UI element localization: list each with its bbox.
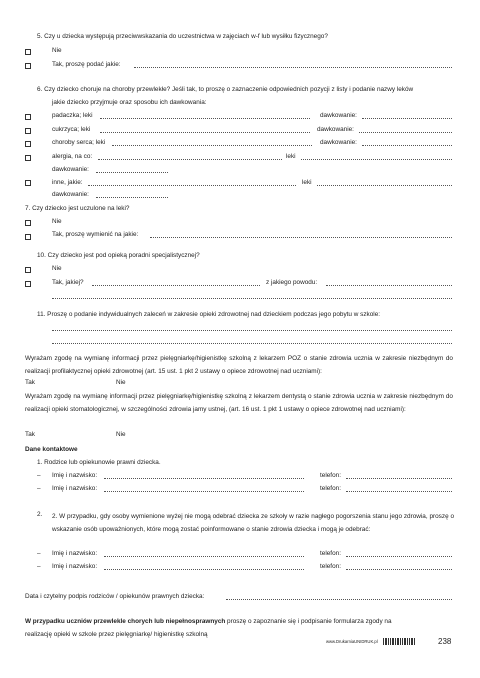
q10-reason-label: z jakiego powodu: [266,279,318,286]
dash-icon: – [37,472,41,479]
q10-no-checkbox[interactable] [25,267,31,273]
auth2-phone-label: telefon: [320,563,341,570]
footer-note-line2: realizację opieki w szkole przez pielęgniarkę/ higienistkę szkolną [25,631,208,638]
q6-epilepsy-checkbox[interactable] [25,114,31,120]
q6-diabetes-checkbox[interactable] [25,128,31,134]
q10-yes-checkbox[interactable] [25,281,31,287]
parent2-phone-line[interactable] [346,491,452,492]
q6-heart-checkbox[interactable] [25,141,31,147]
q10-clinic-line[interactable] [92,285,260,286]
consent-poz-no[interactable]: Nie [116,379,126,386]
q10-no-label: Nie [52,265,62,272]
parent1-name-line[interactable] [104,478,304,479]
parent2-name-line[interactable] [104,491,304,492]
q6-diabetes-label: cukrzyca; leki [52,126,91,133]
q5-yes-checkbox[interactable] [25,63,31,69]
q6-allergy-checkbox[interactable] [25,155,31,161]
q6-diabetes-dose-line[interactable] [359,132,452,133]
q6-epilepsy-meds-line[interactable] [100,118,310,119]
q5-yes-label: Tak, proszę podać jakie: [52,61,121,68]
q11-text: 11. Proszę o podanie indywidualnych zaleceń w zakresie opieki zdrowotnej nad dzieckiem podczas jego pobytu w szkole: [37,311,381,318]
footer-form-number: 238 [438,637,452,646]
footer-url: www.DrukarniaUNIDRUK.pl [326,639,378,644]
q6-other-checkbox[interactable] [25,180,31,186]
q5-no-label: Nie [52,47,62,54]
q6-diabetes-meds-line[interactable] [100,132,310,133]
auth1-phone-label: telefon: [320,550,341,557]
footer-note-bold: W przypadku uczniów przewlekle chorych lub niepełnosprawnych [25,618,226,625]
q6-other-meds-line[interactable] [317,185,452,186]
barcode-icon [383,638,415,645]
q6-other-dose-line[interactable] [96,197,168,198]
contacts-item2-number: 2. [37,511,43,518]
q6-epilepsy-label: padaczka; leki [52,112,93,119]
q11-answer-line-1[interactable] [52,330,452,331]
q11-answer-line-2[interactable] [52,343,452,344]
auth1-name-line[interactable] [104,556,304,557]
parent1-name-label: Imię i nazwisko: [52,472,98,479]
auth1-name-label: Imię i nazwisko: [52,550,98,557]
contacts-heading: Dane kontaktowe [25,446,78,453]
dash-icon: – [37,563,41,570]
q6-epilepsy-dose-line[interactable] [362,118,452,119]
q7-yes-label: Tak, proszę wymienić na jakie: [52,231,139,238]
signature-line[interactable] [226,599,452,600]
q5-answer-line[interactable] [134,67,452,68]
q6-text-line1: 6. Czy dziecko choruje na choroby przewlekłe? Jeśli tak, to proszę o zaznaczenie odpowiednich pozycji z listy i podanie nazwy leków [37,86,414,93]
q6-allergy-label: alergia, na co: [52,153,93,160]
q6-allergy-dose-label: dawkowanie: [52,166,89,173]
q6-heart-dose-line[interactable] [362,145,452,146]
consent-dentist-no[interactable]: Nie [116,431,126,438]
q6-heart-dose-label: dawkowanie: [320,139,357,146]
q6-other-label: inne, jakie: [52,179,83,186]
footer-note-rest: proszę o zapoznanie się i podpisanie formularza zgody na [225,618,392,625]
footer-note-line1 [25,618,392,625]
q7-no-label: Nie [52,218,62,225]
q10-extra-line[interactable] [52,298,452,299]
q5-no-checkbox[interactable] [25,49,31,55]
auth2-name-label: Imię i nazwisko: [52,563,98,570]
q10-reason-line[interactable] [326,285,452,286]
parent2-phone-label: telefon: [320,485,341,492]
q10-text: 10. Czy dziecko jest pod opieką poradni specjalistycznej? [37,252,200,259]
q7-no-checkbox[interactable] [25,220,31,226]
contacts-item1: 1. Rodzice lub opiekunowie prawni dziecka. [37,459,161,466]
q6-allergy-what-line[interactable] [98,159,282,160]
consent-poz-text: Wyrażam zgodę na wymianę informacji przez pielęgniarkę/higienistkę szkolną z lekarzem POZ o stanie zdrowia ucznia w zakresie niezbędnym do realizacji profilaktycznej opieki zdrowotnej (art. 15 ust. 1 pkt 2 ustawy o opiece zdrowotnej nad uczniami): [25,355,453,375]
q10-yes-label: Tak, jakiej? [52,279,84,286]
auth1-phone-line[interactable] [346,556,452,557]
q6-allergy-meds-line[interactable] [301,159,452,160]
q6-allergy-meds-label: leki [286,153,296,160]
dash-icon: – [37,550,41,557]
dash-icon: – [37,485,41,492]
signature-label: Data i czytelny podpis rodziców / opiekunów prawnych dziecka: [25,593,205,600]
consent-poz-yes[interactable]: Tak [25,379,35,386]
q6-epilepsy-dose-label: dawkowanie: [320,112,357,119]
q6-other-dose-label: dawkowanie: [52,191,89,198]
q6-allergy-dose-line[interactable] [96,172,168,173]
parent2-name-label: Imię i nazwisko: [52,485,98,492]
q6-heart-meds-line[interactable] [112,145,312,146]
parent1-phone-label: telefon: [320,472,341,479]
consent-dentist-text: Wyrażam zgodę na wymianę informacji przez pielęgniarkę/higienistkę szkolną z lekarzem dentystą o stanie zdrowia ucznia w zakresie niezbędnym do realizacji opieki stomatologicznej, w szczególności zdrowia jamy ustnej, (art. 16 ust. 1 pkt 1 ustawy o opiece zdrowotnej nad uczniami): [25,393,453,413]
contacts-item2: 2. W przypadku, gdy osoby wymienione wyżej nie mogą odebrać dziecka ze szkoły w razie nagłego pogorszenia stanu jego zdrowia, proszę o wskazanie osób upoważnionych, które mogą zostać poinformowane o stanie zdrowia dziecka i mogą je odebrać: [52,513,454,533]
q6-diabetes-dose-label: dawkowanie: [317,126,354,133]
q5-text: 5. Czy u dziecka występują przeciwwskazania do uczestnictwa w zajęciach w-f lub wysiłku fizycznego? [37,33,328,40]
q6-other-what-line[interactable] [88,185,296,186]
q7-answer-line[interactable] [150,237,452,238]
q6-other-meds-label: leki [302,179,312,186]
parent1-phone-line[interactable] [346,478,452,479]
consent-dentist-yes[interactable]: Tak [25,431,35,438]
q6-text-line2: jakie dziecko przyjmuje oraz sposobu ich dawkowania: [52,99,207,106]
q7-text: 7. Czy dziecko jest uczulone na leki? [25,205,130,212]
q6-heart-label: choroby serca; leki [52,139,106,146]
auth2-name-line[interactable] [104,569,304,570]
q7-yes-checkbox[interactable] [25,234,31,240]
auth2-phone-line[interactable] [346,569,452,570]
